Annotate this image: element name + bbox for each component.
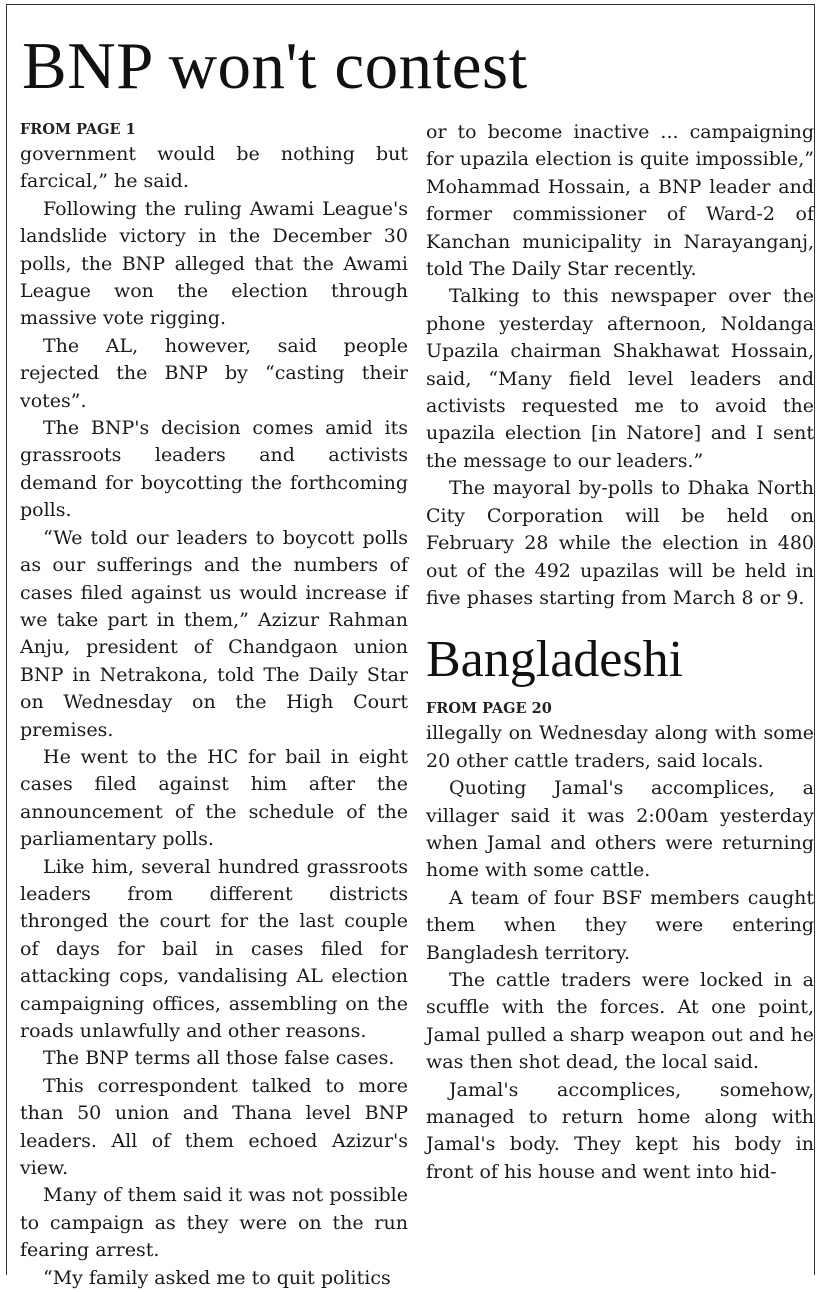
paragraph: government would be nothing but farcical,” he said.	[20, 143, 408, 193]
paragraph: Quoting Jamal's accomplices, a villager said it was 2:00am yesterday when Jamal and others were returning home with some cattle.	[426, 777, 814, 882]
paragraph: He went to the HC for bail in eight cases filed against him after the announcement of the schedule of the parliamentary polls.	[20, 745, 408, 851]
paragraph: Many of them said it was not possible to campaign as they were on the run fearing arrest.	[20, 1184, 408, 1262]
paragraph: The cattle traders were locked in a scuffle with the forces. At one point, Jamal pulled a sharp weapon out and he was then shot dead, the local said.	[426, 968, 814, 1074]
paragraph: Jamal's accomplices, somehow, managed to return home along with Jamal's body. They kept his body in front of his house and went into hid-	[426, 1078, 814, 1183]
paragraph: “We told our leaders to boycott polls as our sufferings and the numbers of cases filed against us would increase if we take part in them,” Azizur Rahman Anju, president of Chandgaon union BNP in Netrakona, told The Daily Star on Wednesday on the High Court premises.	[20, 526, 408, 741]
paragraph: illegally on Wednesday along with some 20 other cattle traders, said locals.	[426, 722, 814, 772]
headline-bangladeshi: Bangladeshi	[426, 631, 684, 689]
paragraph: Like him, several hundred grassroots leaders from different districts thronged the court for the last couple of days for bail in cases filed for attacking cops, vandalising AL election campaigning offices, assembling on the roads unlawfully and other reasons.	[20, 855, 408, 1042]
paragraph: “My family asked me to quit politics	[43, 1266, 391, 1289]
paragraph: The BNP's decision comes amid its grassroots leaders and activists demand for boycotting the forthcoming polls.	[20, 417, 408, 522]
paragraph: Following the ruling Awami League's landslide victory in the December 30 polls, the BNP alleged that the Awami League won the election through massive vote rigging.	[20, 197, 408, 330]
paragraph: The mayoral by-polls to Dhaka North City Corporation will be held on February 28 while the election in 480 out of the 492 upazilas will be held in five phases starting from March 8 or 9.	[426, 477, 814, 609]
paragraph: A team of four BSF members caught them when they were entering Bangladesh territory.	[426, 886, 814, 964]
paragraph: Talking to this newspaper over the phone yesterday afternoon, Noldanga Upazila chairman Shakhawat Hossain, said, “Many field level leaders and activists requested me to avoid the upazila election [in Natore] and I sent the message to our leaders.”	[426, 285, 814, 472]
jump-kicker: FROM PAGE 20	[426, 700, 552, 718]
paragraph: or to become inactive ... campaigning for upazila election is quite impossible,” Mohammad Hossain, a BNP leader and former commissioner of Ward-2 of Kanchan municipality in Narayanganj, told The Daily Star recently.	[426, 121, 814, 281]
column-left	[20, 119, 408, 1292]
column-right	[426, 119, 814, 1186]
paragraph: This correspondent talked to more than 50 union and Thana level BNP leaders. All of them echoed Azizur's view.	[20, 1074, 408, 1180]
paragraph: The AL, however, said people rejected the BNP by “casting their votes”.	[20, 334, 408, 412]
jump-kicker: FROM PAGE 1	[20, 121, 136, 138]
paragraph: The BNP terms all those false cases.	[43, 1047, 395, 1070]
headline-bnp-wont-contest: BNP won't contest	[22, 29, 528, 103]
